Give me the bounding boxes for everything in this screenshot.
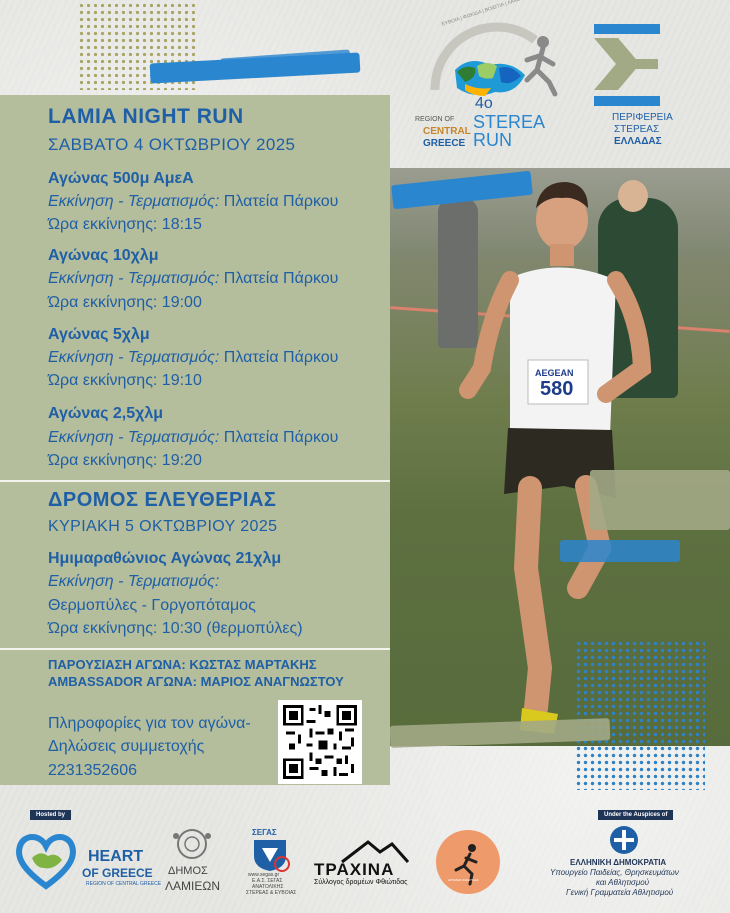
race-1-time: Ώρα εκκίνησης: 18:15	[48, 216, 202, 233]
club-badge	[436, 830, 500, 894]
region-logo-line3: ΕΛΛΑΔΑΣ	[614, 136, 662, 147]
region-logo-line1: ΠΕΡΙΦΕΡΕΙΑ	[612, 112, 673, 123]
event-edition: 4o	[475, 95, 493, 112]
presenter-credit: ΠΑΡΟΥΣΙΑΣΗ ΑΓΩΝΑ: ΚΩΣΤΑΣ ΜΑΡΤΑΚΗΣ	[48, 657, 317, 672]
info-line-1: Πληροφορίες για τον αγώνα-	[48, 715, 251, 732]
event-region-big1: CENTRAL	[423, 126, 471, 137]
event-name-line2: RUN	[473, 130, 512, 150]
info-phone[interactable]: 2231352606	[48, 762, 137, 779]
trachina-sub: Σύλλογος δρομέων Φθιώτιδας	[314, 879, 408, 886]
race-2-name: Αγώνας 10χλμ	[48, 247, 159, 264]
segas-top: ΣΕΓΑΣ	[252, 828, 277, 837]
ministry-l2: Υπουργείο Παιδείας, Θρησκευμάτων	[550, 868, 679, 877]
trachina-name: ΤΡΑΧΙΝΑ	[314, 860, 395, 879]
race-4-route: Εκκίνηση - Τερματισμός: Πλατεία Πάρκου	[48, 429, 339, 446]
event-region-small: REGION OF	[415, 116, 455, 123]
segas-l1: www.segas.gr	[248, 872, 280, 878]
heart-logo-sub: REGION OF CENTRAL GREECE	[86, 881, 162, 887]
bib-brand: AEGEAN	[535, 368, 574, 378]
race-3-route: Εκκίνηση - Τερματισμός: Πλατεία Πάρκου	[48, 349, 339, 366]
second-event-date: ΚΥΡΙΑΚΗ 5 ΟΚΤΩΒΡΙΟΥ 2025	[48, 518, 278, 535]
section-divider	[0, 480, 390, 482]
dimos-line2: ΛΑΜΙΕΩΝ	[165, 879, 220, 893]
segas-l4: ΣΤΕΡΕΑΣ & ΕΥΒΟΙΑΣ	[246, 890, 297, 896]
half-marathon-time: Ώρα εκκίνησης: 10:30 (θερμοπύλες)	[48, 620, 303, 637]
second-event-title: ΔΡΟΜΟΣ ΕΛΕΥΘΕΡΙΑΣ	[48, 489, 277, 511]
race-1-name: Αγώνας 500μ ΑμεΑ	[48, 170, 194, 187]
race-3-name: Αγώνας 5χλμ	[48, 326, 150, 343]
olive-brush-overlay	[590, 470, 730, 530]
dimos-line1: ΔΗΜΟΣ	[168, 865, 208, 877]
hosted-by-label: Hosted by	[30, 810, 71, 820]
half-marathon-route: Θερμοπύλες - Γοργοπόταμος	[48, 597, 256, 614]
region-central-greece-logo	[588, 22, 688, 152]
heart-logo-line1: HEART	[88, 848, 144, 865]
runner-pictogram-icon	[436, 830, 500, 894]
segas-l3: ΑΝΑΤΟΛΙΚΗΣ	[252, 884, 284, 890]
race-3-time: Ώρα εκκίνησης: 19:10	[48, 372, 202, 389]
section-divider-2	[0, 648, 390, 650]
half-marathon-route-label: Εκκίνηση - Τερματισμός:	[48, 573, 220, 590]
registration-qr-code[interactable]	[278, 700, 362, 784]
segas-shield-icon	[250, 838, 290, 872]
event-date: ΣΑΒΒΑΤΟ 4 ΟΚΤΩΒΡΙΟΥ 2025	[48, 135, 296, 154]
race-1-route: Εκκίνηση - Τερματισμός: Πλατεία Πάρκου	[48, 193, 339, 210]
dimos-lamieon-emblem-icon	[168, 826, 216, 864]
bib-number: 580	[540, 378, 574, 400]
info-line-2: Δηλώσεις συμμετοχής	[48, 738, 205, 755]
half-marathon-name: Ημιμαραθώνιος Αγώνας 21χλμ	[48, 550, 282, 567]
region-logo-line2: ΣΤΕΡΕΑΣ	[614, 124, 660, 135]
greek-coat-of-arms-icon	[608, 824, 640, 856]
race-2-time: Ώρα εκκίνησης: 19:00	[48, 294, 202, 311]
race-4-name: Αγώνας 2,5χλμ	[48, 405, 164, 422]
club-badge-text: ΔΡΟΜΕΙΣ ΦΘΙΩΤΙΔΑΣ	[448, 878, 479, 882]
event-title: LAMIA NIGHT RUN	[48, 105, 244, 128]
event-region-big2: GREECE	[423, 138, 466, 149]
auspices-label: Under the Auspices of	[598, 810, 673, 820]
segas-l2: Ε.Α.Σ. ΣΕΓΑΣ	[252, 878, 283, 884]
heart-logo-line2: OF GREECE	[82, 866, 153, 880]
ministry-l1: ΕΛΛΗΝΙΚΗ ΔΗΜΟΚΡΑΤΙΑ	[570, 858, 667, 867]
ambassador-credit: AMBASSADOR ΑΓΩΝΑ: ΜΑΡΙΟΣ ΑΝΑΓΝΩΣΤΟΥ	[48, 674, 344, 689]
event-name-line1: STEREA	[473, 112, 546, 132]
race-2-route: Εκκίνηση - Τερματισμός: Πλατεία Πάρκου	[48, 270, 339, 287]
heart-of-greece-icon	[14, 828, 78, 892]
qr-code-icon	[283, 705, 357, 779]
ministry-l3: και Αθλητισμού	[596, 878, 650, 887]
dot-pattern-blue	[575, 640, 705, 790]
blue-brush-overlay-2	[560, 540, 680, 562]
sterea-run-logo	[415, 20, 575, 160]
ministry-l4: Γενική Γραμματεία Αθλητισμού	[566, 888, 674, 897]
race-4-time: Ώρα εκκίνησης: 19:20	[48, 452, 202, 469]
sigma-emblem-icon	[588, 22, 668, 108]
